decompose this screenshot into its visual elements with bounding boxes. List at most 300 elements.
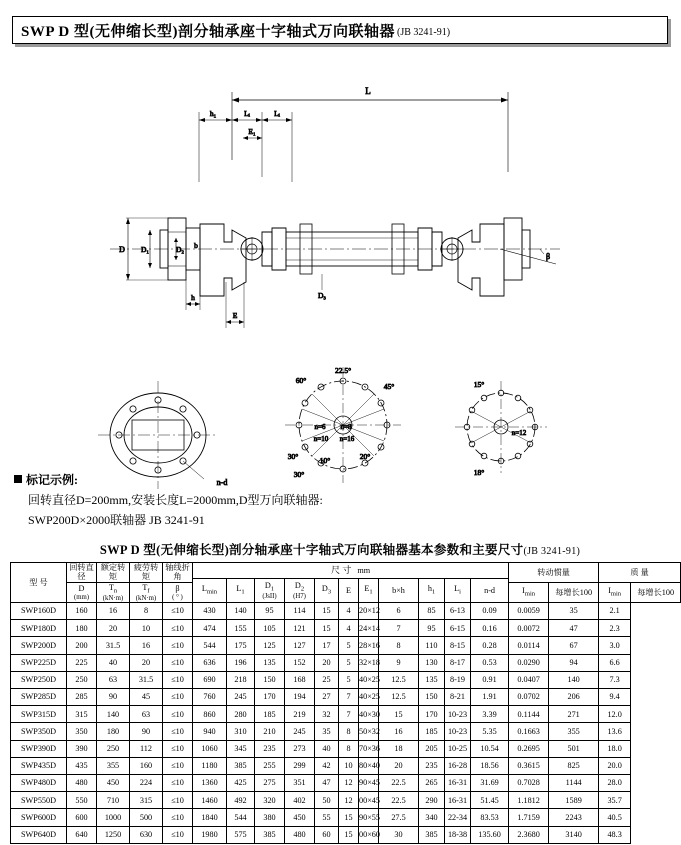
cell-h1: 265 bbox=[419, 774, 445, 791]
th-dims-unit: mm bbox=[357, 566, 371, 576]
table-row bbox=[11, 723, 681, 740]
cell-E: 10 bbox=[339, 757, 359, 774]
table-row bbox=[11, 826, 681, 843]
th-L1-sub: 1 bbox=[241, 589, 245, 597]
page-title: SWP D 型(无伸缩长型)剖分轴承座十字轴式万向联轴器 bbox=[21, 23, 396, 40]
label-Li-top: Lᵢ bbox=[244, 109, 250, 118]
cell-E: 12 bbox=[339, 792, 359, 809]
cell-Lmin: 1460 bbox=[193, 792, 227, 809]
cell-D2: 127 bbox=[285, 637, 315, 654]
cell-model: SWP200D bbox=[11, 637, 67, 654]
th-Lmin: $L_{min}$ bbox=[193, 579, 227, 603]
cell-bh: 27.5 bbox=[379, 809, 419, 826]
cell-D1: 170 bbox=[255, 689, 285, 706]
cell-E1: 80×40 bbox=[359, 757, 379, 774]
cell-m: 2.3 bbox=[599, 620, 631, 637]
th-mass-Lmin: $I_{min}$ bbox=[599, 582, 631, 602]
table-row bbox=[11, 654, 681, 671]
spec-table bbox=[10, 562, 681, 844]
cell-beta: ≤10 bbox=[163, 689, 193, 706]
cell-beta: ≤10 bbox=[163, 826, 193, 843]
cell-Li: 8-17 bbox=[445, 654, 471, 671]
cell-L1: 310 bbox=[227, 723, 255, 740]
cell-Tn: 31.5 bbox=[97, 637, 130, 654]
cell-Jadd: 47 bbox=[549, 620, 599, 637]
th-D2-tol: (H7) bbox=[293, 593, 306, 601]
th-rated-torque-unit: (kN·m) bbox=[102, 594, 124, 602]
cell-L1: 155 bbox=[227, 620, 255, 637]
cell-D: 250 bbox=[67, 671, 97, 688]
cell-m: 2.1 bbox=[599, 603, 631, 620]
cell-Lmin: 1980 bbox=[193, 826, 227, 843]
cell-Tn: 1250 bbox=[97, 826, 130, 843]
cell-nd: 0.09 bbox=[471, 603, 509, 620]
cell-D2: 351 bbox=[285, 774, 315, 791]
th-fatigue-torque-sub: f bbox=[147, 587, 150, 595]
cell-Lmin: 1060 bbox=[193, 740, 227, 757]
cell-Jadd: 355 bbox=[549, 723, 599, 740]
cell-E: 7 bbox=[339, 706, 359, 723]
cell-D3: 32 bbox=[315, 706, 339, 723]
cell-L1: 492 bbox=[227, 792, 255, 809]
cell-bh: 22.5 bbox=[379, 774, 419, 791]
th-inertia-group bbox=[509, 563, 599, 583]
cell-D1: 275 bbox=[255, 774, 285, 791]
cell-D2: 219 bbox=[285, 706, 315, 723]
table-row bbox=[11, 774, 681, 791]
cell-D1: 185 bbox=[255, 706, 285, 723]
label-L: L bbox=[365, 86, 371, 96]
cell-nd: 0.16 bbox=[471, 620, 509, 637]
cell-Lmin: 430 bbox=[193, 603, 227, 620]
cell-D: 480 bbox=[67, 774, 97, 791]
cell-model: SWP600D bbox=[11, 809, 67, 826]
th-rot-dia-unit: (mm) bbox=[73, 593, 90, 601]
th-D3: $D_3$ bbox=[315, 579, 339, 603]
label-angle-18: 18° bbox=[473, 468, 485, 477]
cell-D3: 42 bbox=[315, 757, 339, 774]
cell-Lmin: 474 bbox=[193, 620, 227, 637]
cell-Jadd: 3140 bbox=[549, 826, 599, 843]
cell-J: 0.0072 bbox=[509, 620, 549, 637]
cell-Lmin: 1360 bbox=[193, 774, 227, 791]
cell-bh: 9 bbox=[379, 654, 419, 671]
cell-L1: 425 bbox=[227, 774, 255, 791]
label-n-d: n-d bbox=[216, 478, 228, 487]
cell-m: 9.4 bbox=[599, 689, 631, 706]
mark-example-block bbox=[14, 470, 514, 530]
cell-Li: 16-28 bbox=[445, 757, 471, 774]
th-rated-torque-text: 额定转矩 bbox=[100, 563, 126, 582]
cell-bh: 12.5 bbox=[379, 671, 419, 688]
cell-nd: 0.53 bbox=[471, 654, 509, 671]
cell-Tn: 90 bbox=[97, 689, 130, 706]
bullet-square-icon bbox=[14, 475, 22, 483]
cell-D1: 255 bbox=[255, 757, 285, 774]
cell-J: 0.7028 bbox=[509, 774, 549, 791]
cell-D2: 194 bbox=[285, 689, 315, 706]
cell-D2: 402 bbox=[285, 792, 315, 809]
cell-E1: 24×14 bbox=[359, 620, 379, 637]
cell-nd: 3.39 bbox=[471, 706, 509, 723]
cell-beta: ≤10 bbox=[163, 706, 193, 723]
th-rot-dia bbox=[67, 563, 97, 583]
mark-example-heading bbox=[14, 470, 514, 490]
cell-Tn: 710 bbox=[97, 792, 130, 809]
cell-Lmin: 940 bbox=[193, 723, 227, 740]
table-row bbox=[11, 620, 681, 637]
cell-Tn: 40 bbox=[97, 654, 130, 671]
cell-J: 2.3680 bbox=[509, 826, 549, 843]
cell-beta: ≤10 bbox=[163, 654, 193, 671]
cell-Li: 10-23 bbox=[445, 723, 471, 740]
th-D1-tol: (JsII) bbox=[262, 593, 277, 601]
cell-E: 8 bbox=[339, 740, 359, 757]
cell-D3: 27 bbox=[315, 689, 339, 706]
cell-m: 18.0 bbox=[599, 740, 631, 757]
th-mass-add bbox=[631, 582, 681, 602]
th-D2: $D_2$ (H7) bbox=[285, 579, 315, 603]
th-rated-torque bbox=[97, 563, 130, 583]
cell-L1: 280 bbox=[227, 706, 255, 723]
cell-D: 200 bbox=[67, 637, 97, 654]
table-row bbox=[11, 671, 681, 688]
th-angle-unit: ( ° ) bbox=[172, 593, 183, 601]
cell-h1: 185 bbox=[419, 723, 445, 740]
cell-E: 15 bbox=[339, 809, 359, 826]
cell-D1: 235 bbox=[255, 740, 285, 757]
cell-h1: 290 bbox=[419, 792, 445, 809]
cell-bh: 22.5 bbox=[379, 792, 419, 809]
cell-E1: 90×45 bbox=[359, 774, 379, 791]
cell-J: 0.0407 bbox=[509, 671, 549, 688]
cell-beta: ≤10 bbox=[163, 603, 193, 620]
cell-Lmin: 544 bbox=[193, 637, 227, 654]
cell-J: 1.1812 bbox=[509, 792, 549, 809]
th-rated-torque-sym: $T_n$ (kN·m) bbox=[97, 582, 130, 602]
label-angle-10: 10° bbox=[319, 456, 331, 465]
cell-D: 350 bbox=[67, 723, 97, 740]
cell-D2: 114 bbox=[285, 603, 315, 620]
cell-nd: 18.56 bbox=[471, 757, 509, 774]
cell-Tn: 16 bbox=[97, 603, 130, 620]
cell-D1: 105 bbox=[255, 620, 285, 637]
label-D2: D₂ bbox=[175, 245, 185, 254]
th-dims-group bbox=[193, 563, 509, 579]
cell-Tn: 250 bbox=[97, 740, 130, 757]
label-n12: n=12 bbox=[511, 429, 527, 437]
cell-Tf: 500 bbox=[130, 809, 163, 826]
th-inertia-add bbox=[549, 582, 599, 602]
cell-h1: 170 bbox=[419, 706, 445, 723]
th-rot-dia-text: 回转直径 bbox=[69, 563, 94, 582]
cell-E1: 28×16 bbox=[359, 637, 379, 654]
cell-model: SWP390D bbox=[11, 740, 67, 757]
cell-E: 5 bbox=[339, 671, 359, 688]
table-row bbox=[11, 689, 681, 706]
cell-Jadd: 2243 bbox=[549, 809, 599, 826]
cell-E1: 50×32 bbox=[359, 723, 379, 740]
cell-D2: 168 bbox=[285, 671, 315, 688]
th-Li: $L_i$ bbox=[445, 579, 471, 603]
cell-m: 3.0 bbox=[599, 637, 631, 654]
th-D3-sub: 3 bbox=[327, 589, 332, 597]
cell-nd: 0.28 bbox=[471, 637, 509, 654]
cell-Tn: 180 bbox=[97, 723, 130, 740]
label-D: D bbox=[119, 245, 125, 254]
th-model: 型 号 bbox=[11, 563, 67, 603]
label-D1: D₁ bbox=[140, 245, 150, 254]
cell-h1: 385 bbox=[419, 826, 445, 843]
cell-h1: 110 bbox=[419, 637, 445, 654]
label-n6: n=6 bbox=[314, 423, 326, 431]
th-E: E bbox=[339, 579, 359, 603]
table-caption-text: SWP D 型(无伸缩长型)剖分轴承座十字轴式万向联轴器基本参数和主要尺寸 bbox=[99, 543, 524, 557]
cell-D1: 320 bbox=[255, 792, 285, 809]
cell-beta: ≤10 bbox=[163, 740, 193, 757]
cell-D: 640 bbox=[67, 826, 97, 843]
cell-D: 435 bbox=[67, 757, 97, 774]
cell-L1: 218 bbox=[227, 671, 255, 688]
th-bxh: b×h bbox=[379, 579, 419, 603]
cell-h1: 95 bbox=[419, 620, 445, 637]
cell-bh: 12.5 bbox=[379, 689, 419, 706]
cell-Jadd: 140 bbox=[549, 671, 599, 688]
cell-E1: 40×25 bbox=[359, 689, 379, 706]
cell-E1: 32×18 bbox=[359, 654, 379, 671]
cell-D1: 150 bbox=[255, 671, 285, 688]
cell-E: 12 bbox=[339, 774, 359, 791]
cell-D3: 40 bbox=[315, 740, 339, 757]
cell-beta: ≤10 bbox=[163, 671, 193, 688]
cell-m: 7.3 bbox=[599, 671, 631, 688]
cell-Jadd: 206 bbox=[549, 689, 599, 706]
cell-Lmin: 1180 bbox=[193, 757, 227, 774]
cell-model: SWP250D bbox=[11, 671, 67, 688]
cell-E: 8 bbox=[339, 723, 359, 740]
cell-h1: 205 bbox=[419, 740, 445, 757]
cell-beta: ≤10 bbox=[163, 637, 193, 654]
cell-Tf: 20 bbox=[130, 654, 163, 671]
th-D1: $D_1$ (JsII) bbox=[255, 579, 285, 603]
cell-Lmin: 690 bbox=[193, 671, 227, 688]
cell-Li: 8-15 bbox=[445, 637, 471, 654]
th-rated-torque-sub: n bbox=[113, 587, 118, 595]
cell-nd: 31.69 bbox=[471, 774, 509, 791]
mark-example-line2: SWP200D×2000联轴器 JB 3241-91 bbox=[28, 513, 205, 527]
cell-L1: 385 bbox=[227, 757, 255, 774]
cell-Tf: 224 bbox=[130, 774, 163, 791]
cell-E1: 90×55 bbox=[359, 809, 379, 826]
th-inertia-add-text: 每增长100 bbox=[555, 587, 593, 597]
label-L1-top: Lᵢ bbox=[274, 109, 280, 118]
cell-Tn: 63 bbox=[97, 671, 130, 688]
cell-L1: 575 bbox=[227, 826, 255, 843]
cell-Tf: 10 bbox=[130, 620, 163, 637]
cell-model: SWP480D bbox=[11, 774, 67, 791]
cell-D: 225 bbox=[67, 654, 97, 671]
cell-D2: 152 bbox=[285, 654, 315, 671]
cell-E: 4 bbox=[339, 620, 359, 637]
cell-model: SWP435D bbox=[11, 757, 67, 774]
th-E1: $E_1$ bbox=[359, 579, 379, 603]
cell-D1: 210 bbox=[255, 723, 285, 740]
cell-D3: 60 bbox=[315, 826, 339, 843]
label-angle-60: 60° bbox=[295, 376, 307, 385]
cell-Li: 10-25 bbox=[445, 740, 471, 757]
cell-bh: 15 bbox=[379, 706, 419, 723]
cell-D1: 95 bbox=[255, 603, 285, 620]
th-D1-sub: 1 bbox=[270, 585, 275, 593]
label-angle-20: 20° bbox=[359, 452, 371, 461]
cell-Li: 8-21 bbox=[445, 689, 471, 706]
mark-example-heading-text: 标记示例: bbox=[26, 473, 78, 487]
th-D2-sub: 2 bbox=[300, 585, 305, 593]
cell-D3: 20 bbox=[315, 654, 339, 671]
th-Li-sub: i bbox=[459, 589, 461, 597]
cell-bh: 8 bbox=[379, 637, 419, 654]
cell-Li: 16-31 bbox=[445, 792, 471, 809]
cell-E1: 40×25 bbox=[359, 671, 379, 688]
label-angle-45: 45° bbox=[383, 382, 395, 391]
cell-Tf: 315 bbox=[130, 792, 163, 809]
cell-Lmin: 1840 bbox=[193, 809, 227, 826]
cell-D3: 50 bbox=[315, 792, 339, 809]
cell-J: 0.0290 bbox=[509, 654, 549, 671]
cell-E1: 00×45 bbox=[359, 792, 379, 809]
label-E: E bbox=[232, 311, 238, 320]
cell-Lmin: 636 bbox=[193, 654, 227, 671]
table-row bbox=[11, 740, 681, 757]
spec-table-wrap bbox=[10, 562, 675, 844]
cell-model: SWP550D bbox=[11, 792, 67, 809]
cell-h1: 85 bbox=[419, 603, 445, 620]
cell-D3: 15 bbox=[315, 603, 339, 620]
cell-nd: 51.45 bbox=[471, 792, 509, 809]
cell-D1: 125 bbox=[255, 637, 285, 654]
cell-L1: 196 bbox=[227, 654, 255, 671]
th-mass-text: 质 量 bbox=[630, 567, 649, 577]
cell-D3: 15 bbox=[315, 620, 339, 637]
cell-J: 0.3615 bbox=[509, 757, 549, 774]
cell-h1: 130 bbox=[419, 654, 445, 671]
cell-L1: 544 bbox=[227, 809, 255, 826]
table-row bbox=[11, 809, 681, 826]
mark-example-line1: 回转直径D=200mm,安装长度L=2000mm,D型万向联轴器: bbox=[28, 493, 323, 507]
cell-D: 390 bbox=[67, 740, 97, 757]
cell-m: 13.6 bbox=[599, 723, 631, 740]
label-E1: E₁ bbox=[248, 127, 256, 136]
cell-D3: 35 bbox=[315, 723, 339, 740]
cell-E: 7 bbox=[339, 689, 359, 706]
cell-D: 600 bbox=[67, 809, 97, 826]
cell-h1: 235 bbox=[419, 757, 445, 774]
cell-D2: 450 bbox=[285, 809, 315, 826]
cell-D1: 135 bbox=[255, 654, 285, 671]
cell-Tf: 112 bbox=[130, 740, 163, 757]
cell-E1: 70×36 bbox=[359, 740, 379, 757]
label-angle-30b: 30° bbox=[293, 470, 305, 479]
cell-m: 6.6 bbox=[599, 654, 631, 671]
cell-Jadd: 1589 bbox=[549, 792, 599, 809]
cell-model: SWP285D bbox=[11, 689, 67, 706]
cell-Jadd: 1144 bbox=[549, 774, 599, 791]
cell-Tf: 90 bbox=[130, 723, 163, 740]
cell-J: 0.1144 bbox=[509, 706, 549, 723]
th-rot-dia-sym bbox=[67, 582, 97, 602]
cell-beta: ≤10 bbox=[163, 792, 193, 809]
cell-nd: 10.54 bbox=[471, 740, 509, 757]
cell-E1: 00×60 bbox=[359, 826, 379, 843]
th-mass-add-text: 每增长100 bbox=[637, 587, 675, 597]
table-header-row-1 bbox=[11, 563, 681, 579]
cell-Tn: 450 bbox=[97, 774, 130, 791]
cell-Jadd: 67 bbox=[549, 637, 599, 654]
label-angle-15: 15° bbox=[473, 380, 485, 389]
cell-D2: 245 bbox=[285, 723, 315, 740]
cell-bh: 20 bbox=[379, 757, 419, 774]
label-beta: β bbox=[545, 252, 551, 261]
cell-Li: 6-15 bbox=[445, 620, 471, 637]
cell-Tf: 8 bbox=[130, 603, 163, 620]
th-mass-Lmin-sub: min bbox=[610, 591, 622, 599]
label-b: b bbox=[194, 241, 198, 250]
th-angle-text: 轴线折角 bbox=[165, 563, 190, 582]
table-row bbox=[11, 706, 681, 723]
cell-model: SWP225D bbox=[11, 654, 67, 671]
cell-Tn: 1000 bbox=[97, 809, 130, 826]
cell-Tf: 45 bbox=[130, 689, 163, 706]
cell-m: 28.0 bbox=[599, 774, 631, 791]
cell-bh: 6 bbox=[379, 603, 419, 620]
cell-E: 5 bbox=[339, 637, 359, 654]
cell-Tf: 630 bbox=[130, 826, 163, 843]
cell-h1: 135 bbox=[419, 671, 445, 688]
cell-Jadd: 825 bbox=[549, 757, 599, 774]
th-angle bbox=[163, 563, 193, 583]
th-Lmin-sub: min bbox=[206, 589, 218, 597]
th-inertia-text: 转动惯量 bbox=[537, 567, 570, 577]
th-h1-sub: 1 bbox=[431, 589, 436, 597]
cell-model: SWP350D bbox=[11, 723, 67, 740]
cell-L1: 175 bbox=[227, 637, 255, 654]
cell-E: 5 bbox=[339, 654, 359, 671]
th-nd: n-d bbox=[471, 579, 509, 603]
table-row bbox=[11, 603, 681, 620]
cell-E1: 40×30 bbox=[359, 706, 379, 723]
label-n10: n=10 bbox=[313, 435, 329, 443]
cell-Tn: 20 bbox=[97, 620, 130, 637]
th-L1: $L_1$ bbox=[227, 579, 255, 603]
cell-Li: 6-13 bbox=[445, 603, 471, 620]
th-E1-sub: 1 bbox=[369, 589, 373, 597]
th-fatigue-torque-sym: $T_f$ (kN·m) bbox=[130, 582, 163, 602]
cell-Tn: 355 bbox=[97, 757, 130, 774]
cell-beta: ≤10 bbox=[163, 774, 193, 791]
cell-D3: 25 bbox=[315, 671, 339, 688]
th-mass-group bbox=[599, 563, 681, 583]
cell-m: 20.0 bbox=[599, 757, 631, 774]
cell-h1: 150 bbox=[419, 689, 445, 706]
cell-Jadd: 501 bbox=[549, 740, 599, 757]
th-rot-dia-sym-text: D bbox=[78, 584, 85, 594]
cell-beta: ≤10 bbox=[163, 723, 193, 740]
th-angle-sym-text: β bbox=[175, 584, 180, 594]
cell-E: 15 bbox=[339, 826, 359, 843]
th-inertia-Lmin: $I_{min}$ bbox=[509, 582, 549, 602]
cell-D3: 55 bbox=[315, 809, 339, 826]
th-fatigue-torque-unit: (kN·m) bbox=[135, 594, 157, 602]
